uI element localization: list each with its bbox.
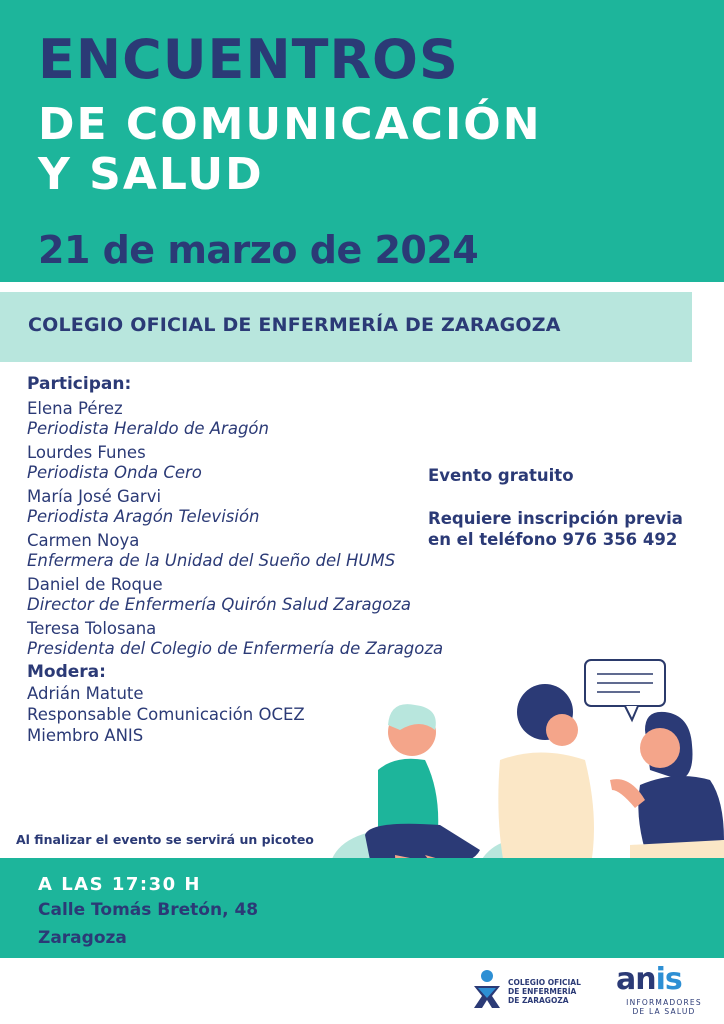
moderator-membership: Miembro ANIS bbox=[27, 726, 144, 745]
participant-name: Daniel de Roque bbox=[27, 575, 163, 594]
anis-subtitle bbox=[612, 998, 716, 1016]
registration-phone: en el teléfono 976 356 492 bbox=[428, 530, 678, 549]
colegio-logo-text bbox=[508, 978, 581, 1005]
header-band bbox=[0, 0, 724, 282]
participant-name: María José Garvi bbox=[27, 487, 162, 506]
speech-bubble-icon bbox=[585, 660, 665, 720]
anis-logo bbox=[612, 964, 722, 1020]
participant-role: Presidenta del Colegio de Enfermería de Zaragoza bbox=[27, 639, 444, 658]
participant-role: Enfermera de la Unidad del Sueño del HUMS bbox=[27, 551, 396, 570]
event-time: A LAS 17:30 H bbox=[38, 874, 201, 895]
moderator-name: Adrián Matute bbox=[27, 684, 144, 703]
event-date: 21 de marzo de 2024 bbox=[38, 228, 479, 272]
colegio-logo-line: DE ZARAGOZA bbox=[508, 996, 569, 1005]
anis-subtitle-line: INFORMADORES bbox=[626, 998, 702, 1007]
participant-name: Teresa Tolosana bbox=[27, 619, 157, 638]
registration-line: Requiere inscripción previa bbox=[428, 509, 683, 528]
address-street: Calle Tomás Bretón, 48 bbox=[38, 900, 259, 920]
moderator-heading: Modera: bbox=[27, 662, 106, 682]
colegio-logo-line: COLEGIO OFICIAL bbox=[508, 978, 581, 987]
venue-band bbox=[0, 292, 692, 362]
event-info bbox=[428, 465, 718, 550]
colegio-emblem-icon bbox=[470, 968, 504, 1012]
anis-subtitle-line: DE LA SALUD bbox=[632, 1007, 696, 1016]
moderator-role: Responsable Comunicación OCEZ bbox=[27, 705, 305, 724]
title-line-comunicacion: DE COMUNICACIÓN bbox=[38, 99, 542, 150]
title-encuentros: ENCUENTROS bbox=[38, 28, 459, 91]
participant-item bbox=[27, 399, 527, 439]
title-line-salud: Y SALUD bbox=[38, 149, 264, 200]
snack-note: Al finalizar el evento se servirá un picoteo bbox=[16, 832, 314, 847]
participant-name: Elena Pérez bbox=[27, 399, 123, 418]
schedule-band bbox=[0, 858, 724, 958]
participant-role: Director de Enfermería Quirón Salud Zaragoza bbox=[27, 595, 411, 614]
participant-role: Periodista Onda Cero bbox=[27, 463, 202, 482]
anis-wordmark-part: an bbox=[616, 962, 656, 997]
participants-heading: Participan: bbox=[27, 374, 132, 394]
participant-role: Periodista Aragón Televisión bbox=[27, 507, 260, 526]
anis-wordmark-part: is bbox=[655, 962, 682, 997]
participant-role: Periodista Heraldo de Aragón bbox=[27, 419, 269, 438]
venue-name: COLEGIO OFICIAL DE ENFERMERÍA DE ZARAGOZA bbox=[28, 314, 561, 336]
footer-logos bbox=[0, 958, 724, 1024]
free-event-label: Evento gratuito bbox=[428, 466, 574, 485]
participant-item bbox=[27, 575, 527, 615]
anis-wordmark bbox=[616, 964, 682, 996]
participant-name: Lourdes Funes bbox=[27, 443, 146, 462]
title-subtitle bbox=[38, 100, 542, 200]
participant-name: Carmen Noya bbox=[27, 531, 140, 550]
colegio-logo bbox=[470, 968, 600, 1014]
address-city: Zaragoza bbox=[38, 928, 127, 948]
registration-notice bbox=[428, 508, 718, 550]
colegio-logo-line: DE ENFERMERÍA bbox=[508, 987, 577, 996]
